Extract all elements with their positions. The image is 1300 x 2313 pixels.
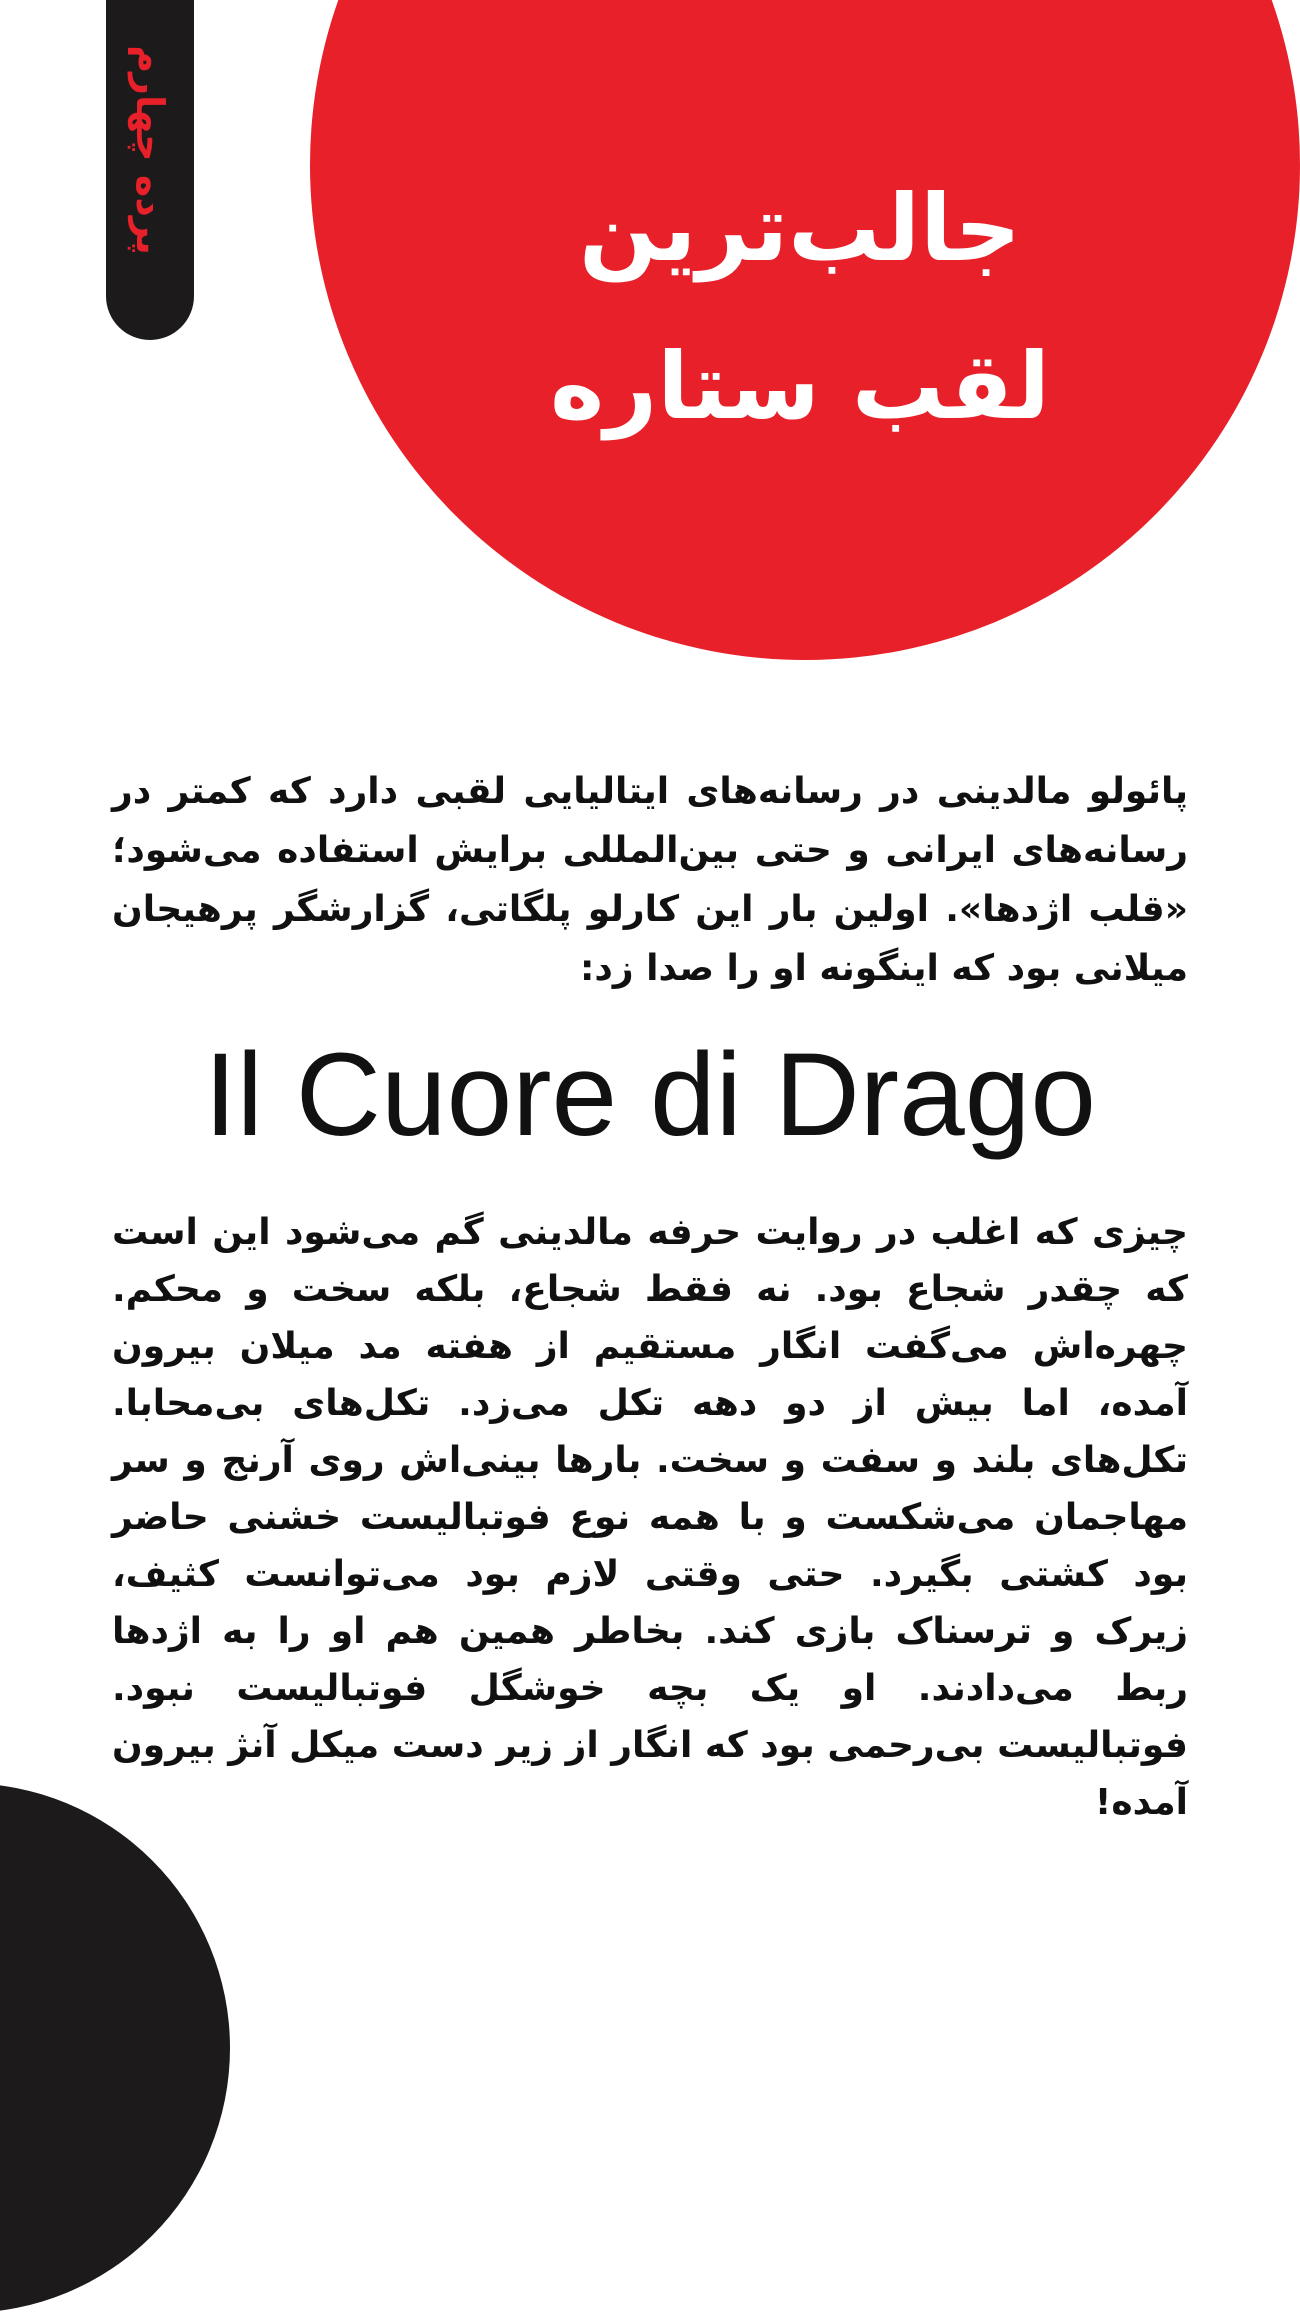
page-title [420, 150, 1180, 466]
decorative-black-circle [0, 1783, 230, 2313]
intro-paragraph: پائولو مالدینی در رسانه‌های ایتالیایی لقبی دارد که کمتر در رسانه‌های ایرانی و حتی بین‌المللی برایش استفاده می‌شود؛ «قلب اژدها». اولین بار این کارلو پلگاتی، گزارشگر پرهیجان میلانی بود که اینگونه او را صدا زد: [112, 771, 1188, 989]
body-paragraph: چیزی که اغلب در روایت حرفه مالدینی گم می‌شود این است که چقدر شجاع بود. نه فقط شجاع، بلکه سخت و محکم. چهره‌اش می‌گفت انگار مستقیم از هفته مد میلان بیرون آمده، اما بیش از دو دهه تکل می‌زد. تکل‌های بی‌محابا. تکل‌های بلند و سفت و سخت. بارها بینی‌اش روی آرنج و سر مهاجمان می‌شکست و با همه نوع فوتبالیست خشنی حاضر بود کشتی بگیرد. حتی وقتی لازم بود می‌توانست کثیف، زیرک و ترسناک بازی کند. بخاطر همین هم او را به اژدها ربط می‌دادند. او یک بچه خوشگل فوتبالیست نبود. فوتبالیست بی‌رحمی بود که انگار از زیر دست میکل آنژ بیرون آمده! [112, 1212, 1188, 1823]
chapter-label: پرده چهارم [128, 45, 172, 255]
title-line-2: لقب ستاره [549, 333, 1051, 440]
nickname-heading: Il Cuore di Drago [204, 1029, 1096, 1161]
title-line-1: جالب‌ترین [579, 175, 1021, 282]
